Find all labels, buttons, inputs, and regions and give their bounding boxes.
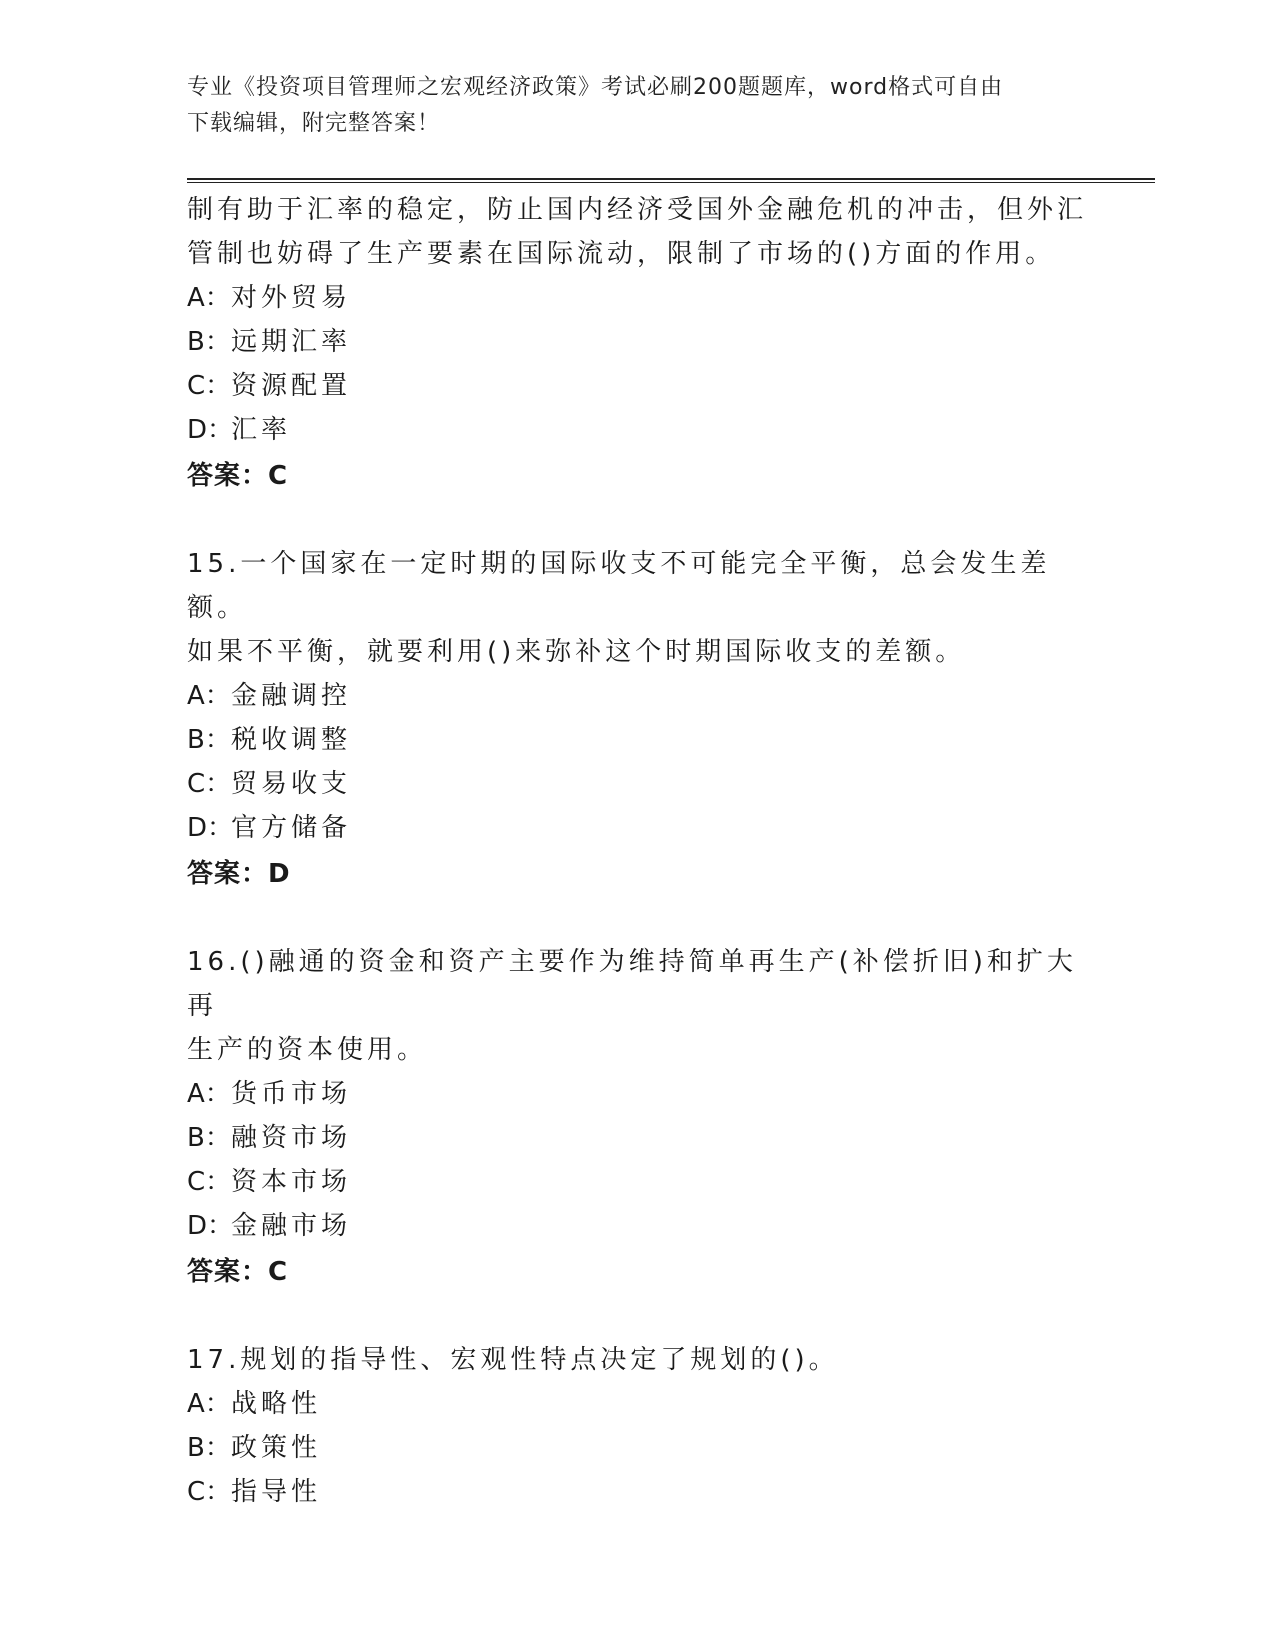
option-d [187, 1204, 1087, 1248]
header-line-2: 下载编辑，附完整答案！ [187, 111, 441, 136]
question-block [187, 1338, 1087, 1514]
option-key: B： [187, 725, 231, 755]
option-key: D： [187, 415, 234, 445]
document-header [187, 70, 1087, 142]
option-c [187, 1160, 1087, 1204]
option-c [187, 364, 1087, 408]
option-key: A： [187, 681, 231, 711]
answer-line: 答案：C [187, 1257, 289, 1287]
question-stem-line: 16.()融通的资金和资产主要作为维持简单再生产(补偿折旧)和扩大再 [187, 947, 1077, 1021]
option-text: 汇率 [231, 415, 292, 445]
option-key: A： [187, 1079, 231, 1109]
option-key: A： [187, 1389, 231, 1419]
question-block [187, 188, 1087, 500]
question-stem-line: 17.规划的指导性、宏观性特点决定了规划的()。 [187, 1345, 839, 1375]
answer-line: 答案：D [187, 859, 291, 889]
header-rule-thin [187, 182, 1155, 183]
option-text: 指导性 [231, 1477, 322, 1507]
option-a [187, 674, 1087, 718]
option-key: C： [187, 1477, 232, 1507]
option-key: D： [187, 813, 234, 843]
option-d [187, 806, 1087, 850]
question-stem-line: 管制也妨碍了生产要素在国际流动，限制了市场的()方面的作用。 [187, 239, 1056, 269]
option-c [187, 762, 1087, 806]
option-text: 战略性 [231, 1389, 322, 1419]
header-rule-thick [187, 178, 1155, 180]
option-key: C： [187, 769, 232, 799]
option-text: 资源配置 [231, 371, 352, 401]
option-d [187, 408, 1087, 452]
option-key: B： [187, 327, 231, 357]
question-list [187, 188, 1087, 1514]
question-block [187, 940, 1087, 1296]
option-text: 官方储备 [231, 813, 352, 843]
option-a [187, 1382, 1087, 1426]
option-a [187, 1072, 1087, 1116]
option-text: 税收调整 [231, 725, 352, 755]
question-stem-line: 生产的资本使用。 [187, 1035, 428, 1065]
option-key: C： [187, 1167, 232, 1197]
option-text: 远期汇率 [231, 327, 352, 357]
option-key: C： [187, 371, 232, 401]
option-text: 政策性 [231, 1433, 322, 1463]
answer-line: 答案：C [187, 461, 289, 491]
option-b [187, 320, 1087, 364]
option-b [187, 1116, 1087, 1160]
option-text: 对外贸易 [231, 283, 352, 313]
option-text: 资本市场 [231, 1167, 352, 1197]
option-key: B： [187, 1123, 231, 1153]
option-a [187, 276, 1087, 320]
option-text: 融资市场 [231, 1123, 352, 1153]
question-block [187, 542, 1087, 898]
question-stem-line: 如果不平衡，就要利用()来弥补这个时期国际收支的差额。 [187, 637, 966, 667]
option-c [187, 1470, 1087, 1514]
option-text: 货币市场 [231, 1079, 352, 1109]
option-key: B： [187, 1433, 231, 1463]
option-key: D： [187, 1211, 234, 1241]
option-text: 金融调控 [231, 681, 352, 711]
option-text: 贸易收支 [231, 769, 352, 799]
question-stem-line: 制有助于汇率的稳定，防止国内经济受国外金融危机的冲击，但外汇 [187, 195, 1088, 225]
question-stem-line: 15.一个国家在一定时期的国际收支不可能完全平衡，总会发生差额。 [187, 549, 1051, 623]
header-line-1: 专业《投资项目管理师之宏观经济政策》考试必刷200题题库，word格式可自由 [187, 75, 1004, 100]
option-key: A： [187, 283, 231, 313]
option-b [187, 718, 1087, 762]
option-b [187, 1426, 1087, 1470]
option-text: 金融市场 [231, 1211, 352, 1241]
